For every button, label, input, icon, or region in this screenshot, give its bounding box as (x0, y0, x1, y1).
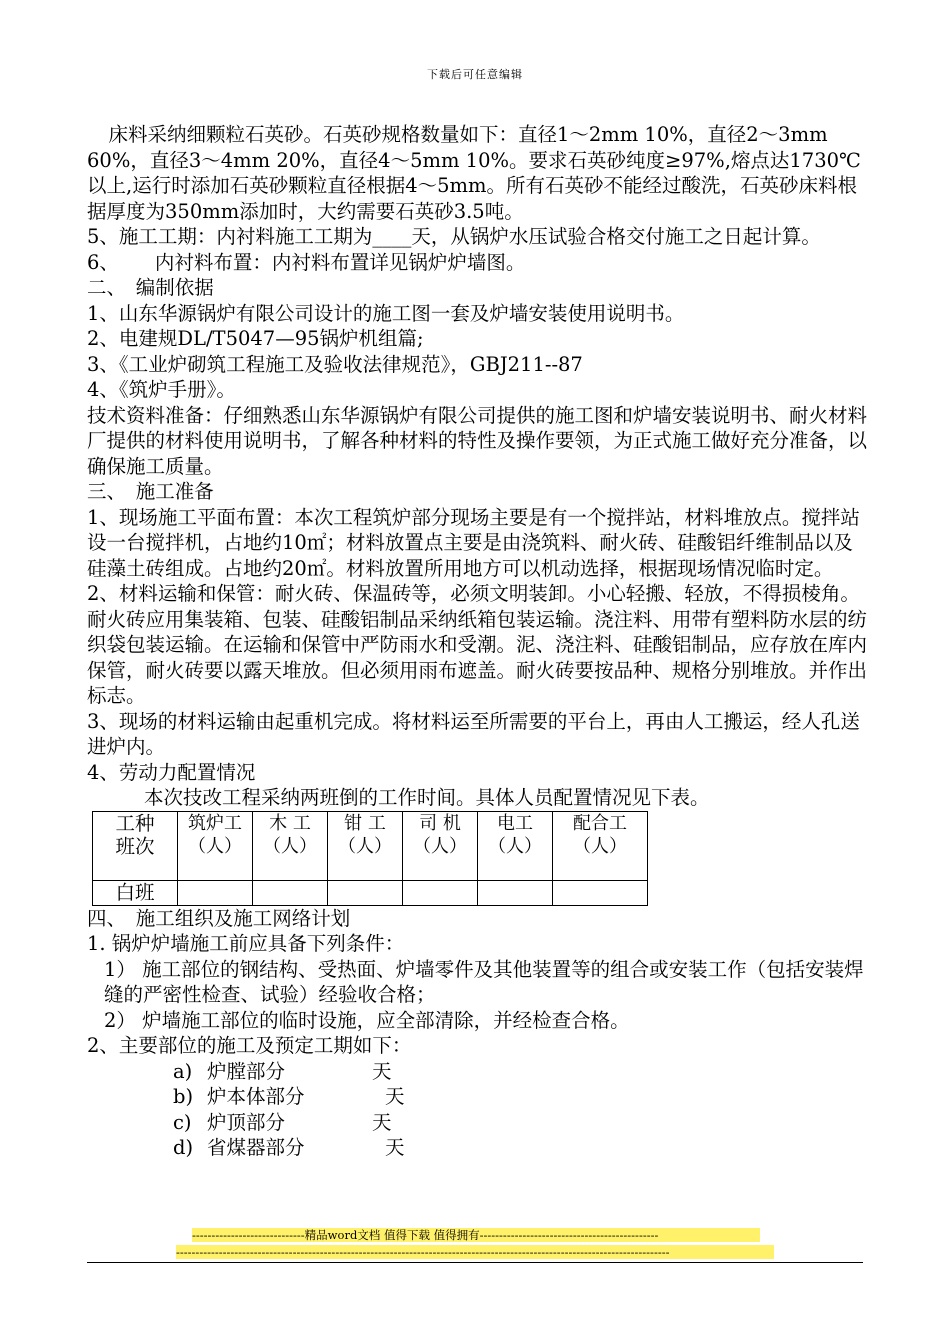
labor-col-header (553, 811, 648, 880)
table-cell (403, 880, 478, 905)
corner-top-label: 工种 (115, 811, 155, 835)
labor-description: 本次技改工程采纳两班倒的工作时间。具体人员配置情况见下表。 (144, 786, 710, 809)
labor-col-header (253, 811, 328, 880)
document-body (87, 122, 867, 1161)
list-name: 炉膛部分 (207, 1059, 286, 1083)
row-label: 白班 (93, 880, 178, 905)
list-item (87, 1084, 867, 1110)
org-item-2: 2、主要部位的施工及预定工期如下： (87, 1034, 412, 1057)
paragraph-bed-material: 床料采纳细颗粒石英砂。石英砂规格数量如下：直径1～2mm 10%，直径2～3mm 60%，直径3～4mm 20%，直径4～5mm 10%。要求石英砂纯度≥97%,熔点达1730℃以上,运行时添加石英砂颗粒直径根据4～5mm。所有石英砂不能经过酸洗，石英砂床料根据厚度为350mm添加时，大约需要石英砂3.5吨。 (87, 123, 861, 223)
table-cell (328, 880, 403, 905)
col-name: 司 机 (419, 812, 461, 834)
basis-item-3: 3、《工业炉砌筑工程施工及验收法律规范》，GBJ211--87 (87, 352, 583, 376)
list-item (87, 1110, 867, 1136)
col-unit: （人） (488, 835, 542, 857)
labor-table (92, 811, 648, 906)
org-item-1: 1. 锅炉炉墙施工前应具备下列条件： (87, 932, 405, 955)
col-unit: （人） (573, 835, 627, 857)
list-unit: 天 (385, 1085, 405, 1108)
list-name: 省煤器部分 (207, 1136, 305, 1159)
paragraph-lining-layout (87, 250, 867, 276)
list-label: b) (173, 1085, 194, 1108)
list-item (87, 1059, 867, 1085)
section-title-preparation: 三、 施工准备 (87, 480, 214, 503)
footer-banner: -----------------------------精品word文档 值得下载 值得拥有---------------------------------------------- (192, 1228, 760, 1242)
labor-col-header (478, 811, 553, 880)
labor-col-header (328, 811, 403, 880)
col-unit: （人） (263, 835, 317, 857)
list-label: c) (173, 1110, 192, 1134)
page-header: 下载后可任意编辑 (427, 68, 523, 81)
col-unit: （人） (413, 835, 467, 857)
col-name: 钳 工 (344, 812, 386, 834)
item-number: 6、 (87, 250, 119, 274)
table-cell (478, 880, 553, 905)
org-subitem-2: 2） 炉墙施工部位的临时设施，应全部清除，并经检查合格。 (104, 1008, 630, 1032)
table-row (93, 880, 648, 905)
footer-divider (87, 1262, 863, 1263)
list-item (87, 1135, 867, 1161)
labor-table-corner (93, 811, 178, 880)
basis-item-1: 1、山东华源锅炉有限公司设计的施工图一套及炉墙安装使用说明书。 (87, 301, 685, 325)
paragraph-tech-docs: 技术资料准备：仔细熟悉山东华源锅炉有限公司提供的施工图和炉墙安装说明书、耐火材料厂提供的材料使用说明书，了解各种材料的特性及操作要领，为正式施工做好充分准备，以确保施工质量。 (87, 403, 868, 478)
list-unit: 天 (372, 1059, 392, 1083)
table-cell (553, 880, 648, 905)
paragraph-construction-period: 5、施工工期：内衬料施工工期为____天，从锅炉水压试验合格交付施工之日起计算。 (87, 225, 821, 248)
item-text: 内衬料布置：内衬料布置详见锅炉炉墙图。 (154, 250, 526, 274)
prep-item-4: 4、劳动力配置情况 (87, 760, 256, 784)
col-name: 配合工 (573, 812, 627, 834)
col-name: 木 工 (269, 812, 311, 834)
list-name: 炉顶部分 (207, 1110, 286, 1134)
col-unit: （人） (188, 835, 242, 857)
prep-item-1: 1、现场施工平面布置：本次工程筑炉部分现场主要是有一个搅拌站，材料堆放点。搅拌站设一台搅拌机，占地约10㎡；材料放置点主要是由浇筑料、耐火砖、硅酸铝纤维制品以及硅藻土砖组成。占地约20㎡。材料放置所用地方可以机动选择，根据现场情况临时定。 (87, 505, 860, 580)
list-unit: 天 (385, 1136, 405, 1159)
corner-bottom-label: 班次 (115, 834, 155, 858)
org-subitem-1: 1） 施工部位的钢结构、受热面、炉墙零件及其他装置等的组合或安装工作（包括安装焊缝的严密性检查、试验）经验收合格； (104, 957, 864, 1006)
table-cell (178, 880, 253, 905)
list-label: d) (173, 1136, 194, 1159)
basis-item-2: 2、电建规DL/T5047—95锅炉机组篇; (87, 327, 424, 350)
col-unit: （人） (338, 835, 392, 857)
table-cell (253, 880, 328, 905)
prep-item-3: 3、现场的材料运输由起重机完成。将材料运至所需要的平台上，再由人工搬运，经人孔送进炉内。 (87, 709, 860, 758)
list-name: 炉本体部分 (207, 1085, 305, 1108)
col-name: 筑炉工 (188, 812, 242, 834)
list-label: a) (173, 1059, 193, 1083)
basis-item-4: 4、《筑炉手册》。 (87, 378, 236, 401)
labor-table-header-row (93, 811, 648, 880)
list-unit: 天 (372, 1110, 392, 1134)
section-title-basis: 二、 编制依据 (87, 276, 214, 299)
labor-col-header (178, 811, 253, 880)
footer-dashes: ------------------------------------------------------------------------------------------------------------------------------- (176, 1245, 774, 1259)
section-title-organization: 四、 施工组织及施工网络计划 (87, 906, 351, 930)
col-name: 电工 (497, 812, 533, 834)
prep-item-2: 2、材料运输和保管：耐火砖、保温砖等，必须文明装卸。小心轻搬、轻放，不得损棱角。耐火砖应用集装箱、包装、硅酸铝制品采纳纸箱包装运输。浇注料、用带有塑料防水层的纺织袋包装运输。在运输和保管中严防雨水和受潮。泥、浇注料、硅酸铝制品，应存放在库内保管，耐火砖要以露天堆放。但必须用雨布遮盖。耐火砖要按品种、规格分别堆放。并作出标志。 (87, 582, 868, 707)
labor-col-header (403, 811, 478, 880)
